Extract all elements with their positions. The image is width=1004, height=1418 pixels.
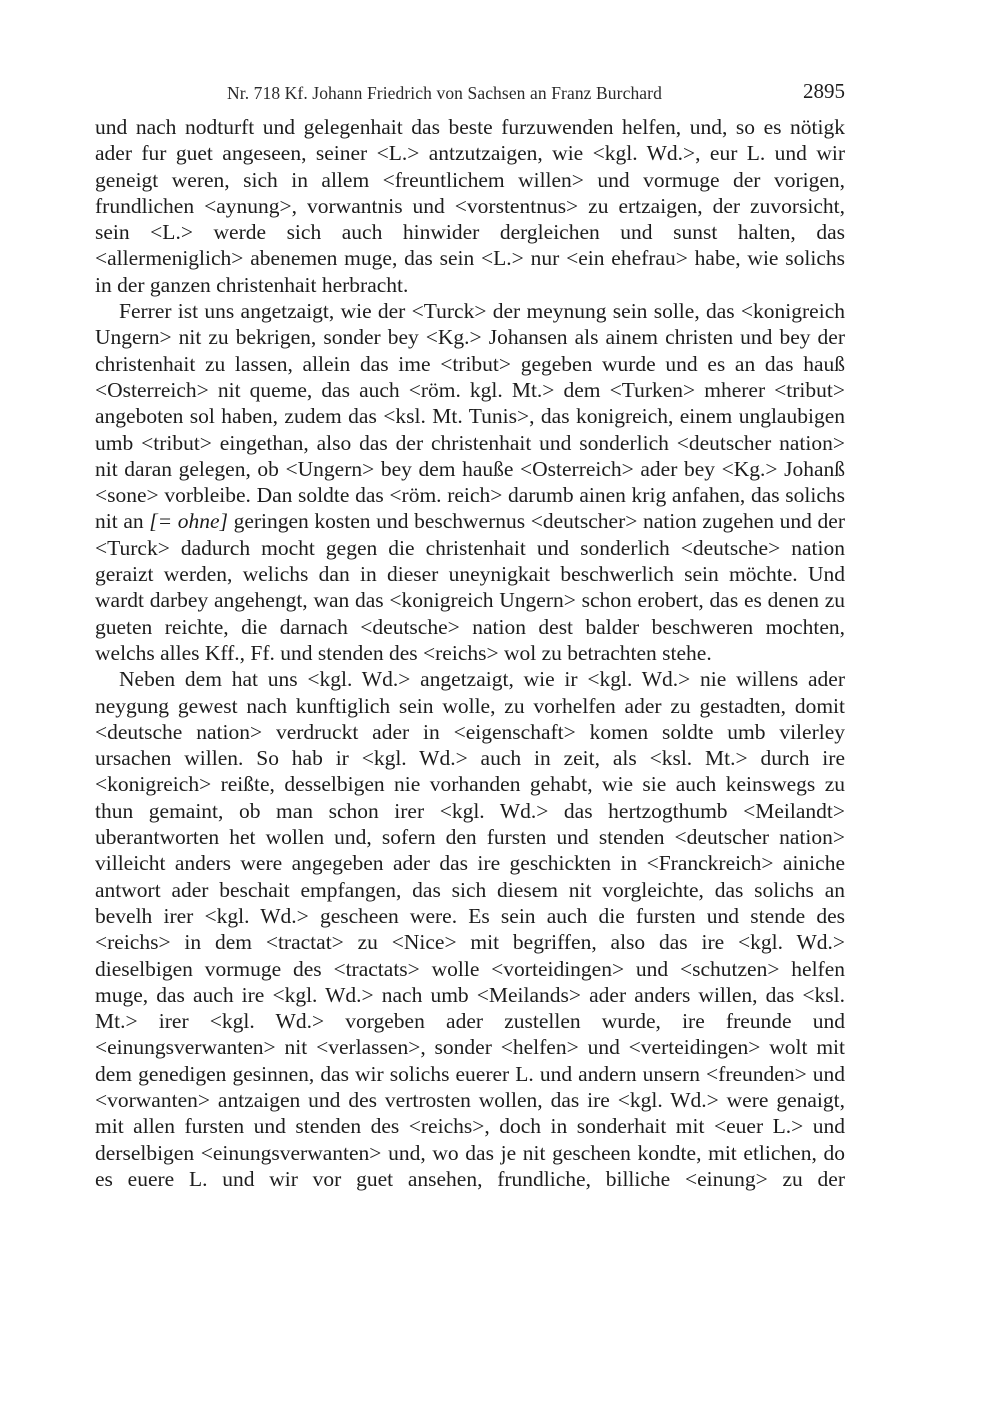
running-head bbox=[95, 78, 845, 108]
document-page bbox=[95, 78, 845, 1192]
editorial-note: [= ohne] bbox=[149, 509, 228, 534]
paragraph-2 bbox=[95, 298, 845, 666]
running-title: Nr. 718 Kf. Johann Friedrich von Sachsen an Franz Burchard bbox=[227, 83, 662, 103]
body-text bbox=[95, 114, 845, 1192]
paragraph-2-text-before: Ferrer ist uns angetzaigt, wie der <Turck> der meynung sein solle, das <konigreich Ungern> nit zu bekrigen, sonder bey <Kg.> Johansen als ainem christen und bey der christenhait zu lassen, allein das ime <tribut> gegeben wurde und es an das hauß <Osterreich> nit queme, das auch <röm. kgl. Mt.> dem <Turken> mherer <tribut> angeboten sol haben, zudem das <ksl. Mt. Tunis>, das konigreich, einem unglaubigen umb <tribut> eingethan, also das der christenhait und sonderlich <deutscher nation> nit daran gelegen, ob <Ungern> bey dem hauße <Osterreich> ader bey <Kg.> Johanß <sone> vorbleibe. Dan soldte das <röm. reich> darumb ainen krig anfahen, das solichs nit an bbox=[95, 299, 845, 534]
paragraph-1: und nach nodturft und gelegenhait das beste furzuwenden helfen, und, so es nötigk ader fur guet angeseen, seiner <L.> antzutzaigen, wie <kgl. Wd.>, eur L. und wir geneigt weren, sich in allem <freuntlichem willen> und vormuge der vorigen, frundlichen <aynung>, vorwantnis und <vorstentnus> zu ertzaigen, der zuvorsicht, sein <L.> werde sich auch hinwider dergleichen und sunst halten, das <allermeniglich> abenemen muge, das sein <L.> nur <ein ehefrau> habe, wie solichs in der ganzen christenhait herbracht. bbox=[95, 115, 845, 297]
page-number: 2895 bbox=[803, 79, 845, 103]
paragraph-2-text-after: geringen kosten und beschwernus <deutscher> nation zugehen und der <Turck> dadurch mocht gegen die christenhait und sonderlich <deutsche> nation geraizt werden, welichs dan in dieser uneynigkait beschwerlich sein möchte. Und wardt darbey angehengt, wan das <konigreich Ungern> schon erobert, das es denen zu gueten reichte, die darnach <deutsche> nation dest balder beschweren mochten, welchs alles Kff., Ff. und stenden des <reichs> wol zu betrachten stehe. bbox=[95, 509, 845, 665]
paragraph-3: Neben dem hat uns <kgl. Wd.> angetzaigt, wie ir <kgl. Wd.> nie willens ader neygung gewest nach kunftiglich sein wolle, zu vorhelfen ader zu gestadten, domit <deutsche nation> verdruckt ader in <eigenschaft> komen soldte umb vilerley ursachen willen. So hab ir <kgl. Wd.> auch in zeit, als <ksl. Mt.> durch ire <konigreich> reißte, desselbigen nie vorhanden gehabt, wie sie auch keinswegs zu thun gemaint, ob man schon irer <kgl. Wd.> das hertzogthumb <Meilandt> uberantworten het wollen und, sofern den fursten und stenden <deutscher nation> villeicht anders were angegeben ader das ire geschickten in <Franckreich> ainiche antwort ader beschait empfangen, das sich diesem nit vorgleichte, das solichs an bevelh irer <kgl. Wd.> gescheen were. Es sein auch die fursten und stende des <reichs> in dem <tractat> zu <Nice> mit begriffen, also das ire <kgl. Wd.> dieselbigen vormuge des <tractats> wolle <vorteidingen> und <schutzen> helfen muge, das auch ire <kgl. Wd.> nach umb <Meilands> ader anders willen, das <ksl. Mt.> irer <kgl. Wd.> vorgeben ader zustellen wurde, ire freunde und <einungsverwanten> nit <verlassen>, sonder <helfen> und <verteidingen> wolt mit dem genedigen gesinnen, das wir solichs euerer L. und andern unsern <freunden> und <vorwanten> antzaigen und des vertrosten wollen, das ire <kgl. Wd.> were genaigt, mit allen fursten und stenden des <reichs>, doch in sonderhait mit <euer L.> und derselbigen <einungsverwanten> und, wo das je nit gescheen kondte, mit etlichen, do es euere L. und wir vor guet ansehen, frundliche, billiche <einung> zu der bbox=[95, 667, 845, 1191]
